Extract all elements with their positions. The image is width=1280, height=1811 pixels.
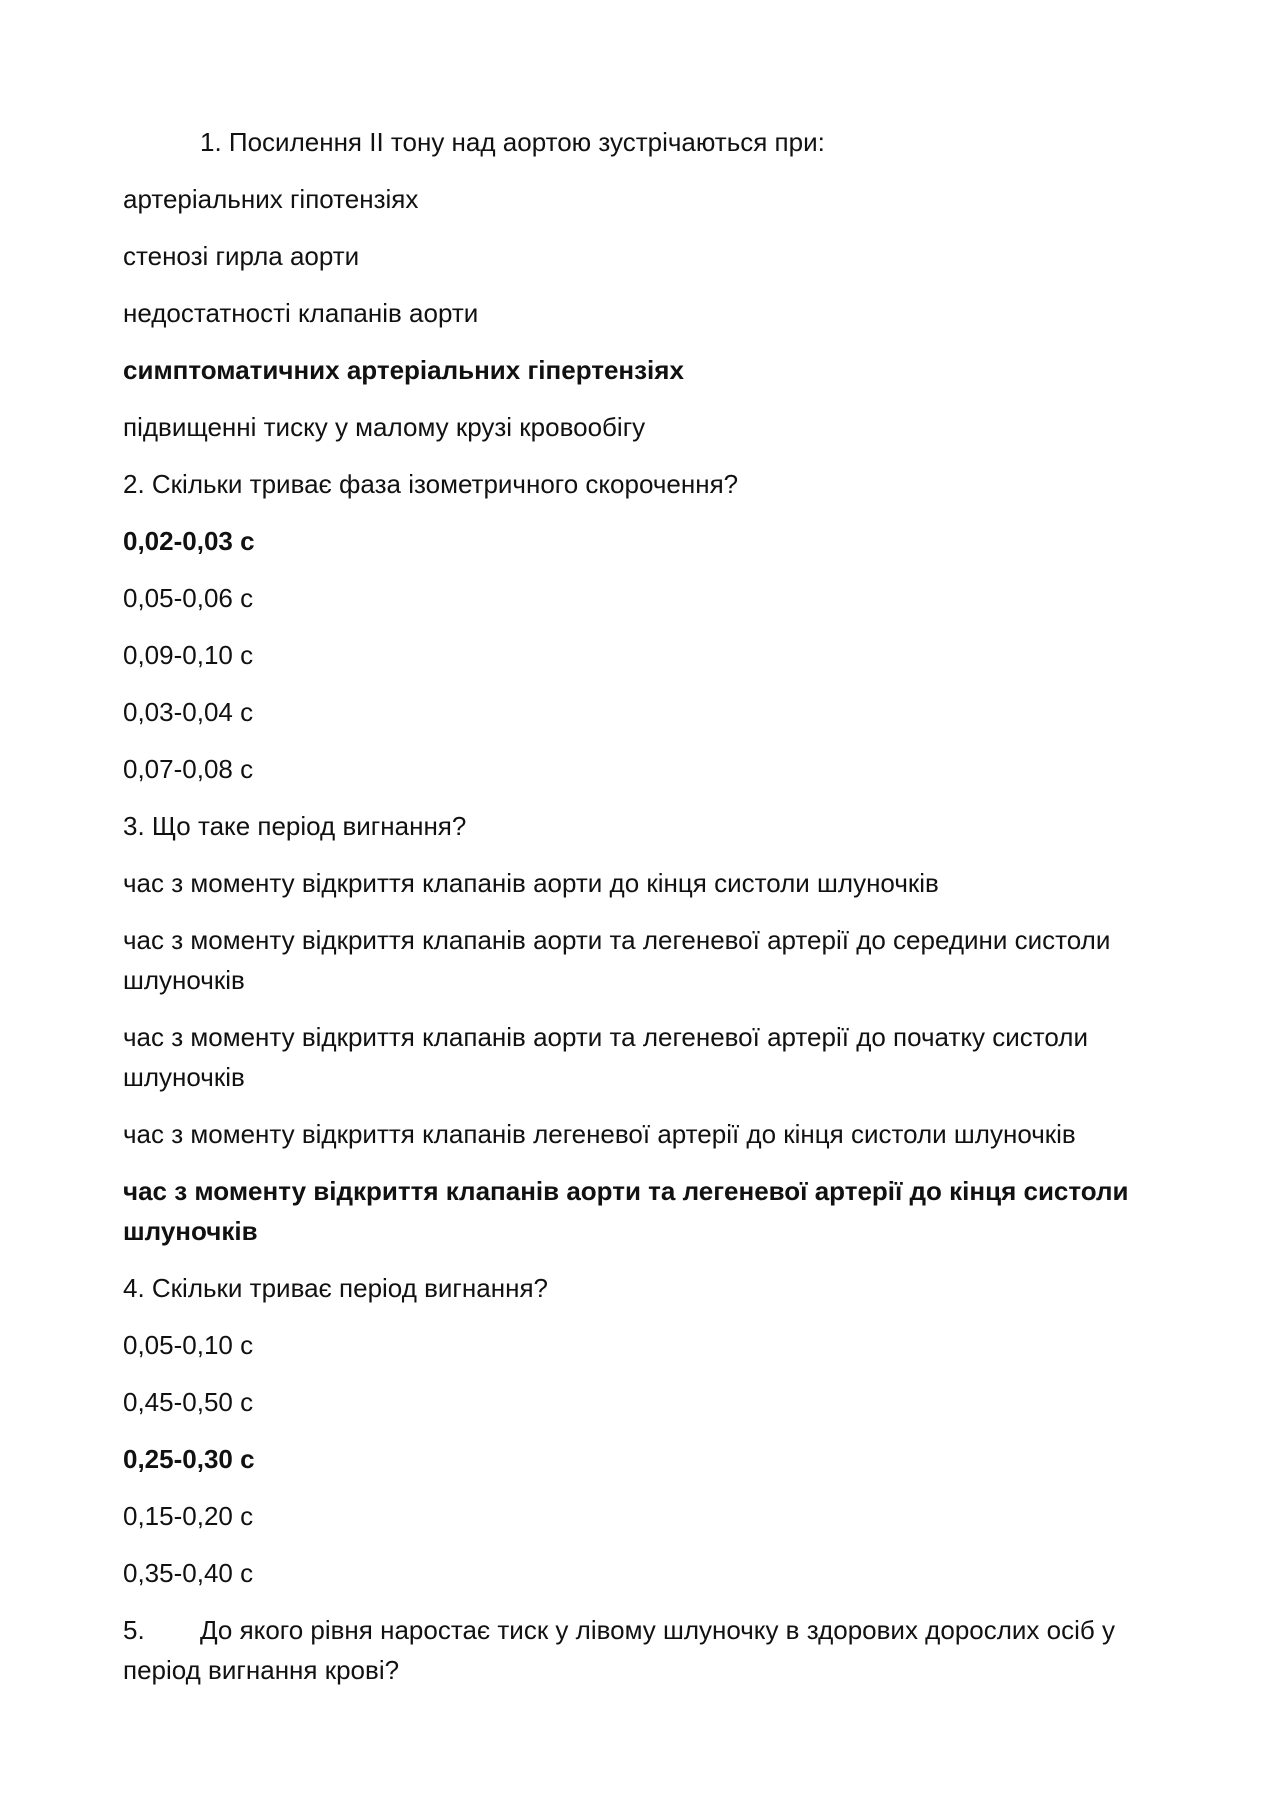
question-5 bbox=[123, 1610, 1163, 1690]
question-2-option-4: 0,03-0,04 с bbox=[123, 697, 254, 727]
question-4-text: 4. Скільки триває період вигнання? bbox=[123, 1273, 548, 1303]
question-1-option-5: підвищенні тиску у малому крузі кровообігу bbox=[123, 412, 646, 442]
question-3-option-2: час з моменту відкриття клапанів аорти та легеневої артерії до середини систоли шлуночків bbox=[123, 925, 1111, 995]
document-body bbox=[123, 122, 1163, 1707]
question-2-option-3: 0,09-0,10 с bbox=[123, 640, 254, 670]
question-3-option-3: час з моменту відкриття клапанів аорти та легеневої артерії до початку систоли шлуночків bbox=[123, 1022, 1088, 1092]
question-2-option-2: 0,05-0,06 с bbox=[123, 583, 254, 613]
question-4-option-4: 0,15-0,20 с bbox=[123, 1501, 254, 1531]
question-4-option-5: 0,35-0,40 с bbox=[123, 1558, 254, 1588]
question-2-option-1-correct: 0,02-0,03 с bbox=[123, 526, 255, 556]
question-3-option-4: час з моменту відкриття клапанів легеневої артерії до кінця систоли шлуночків bbox=[123, 1119, 1076, 1149]
question-1-option-2: стенозі гирла аорти bbox=[123, 241, 360, 271]
question-3-text: 3. Що таке період вигнання? bbox=[123, 811, 467, 841]
question-1-option-3: недостатності клапанів аорти bbox=[123, 298, 479, 328]
question-1-option-1: артеріальних гіпотензіях bbox=[123, 184, 419, 214]
question-1-text: 1. Посилення ІІ тону над аортою зустрічаються при: bbox=[200, 127, 825, 157]
question-4-option-1: 0,05-0,10 с bbox=[123, 1330, 254, 1360]
question-2-option-5: 0,07-0,08 с bbox=[123, 754, 254, 784]
question-3-option-1: час з моменту відкриття клапанів аорти до кінця систоли шлуночків bbox=[123, 868, 939, 898]
question-2-text: 2. Скільки триває фаза ізометричного скорочення? bbox=[123, 469, 739, 499]
question-4-option-2: 0,45-0,50 с bbox=[123, 1387, 254, 1417]
question-4-option-3-correct: 0,25-0,30 с bbox=[123, 1444, 255, 1474]
question-5-text: До якого рівня наростає тиск у лівому шлуночку в здорових дорослих осіб у період вигнання крові? bbox=[123, 1615, 1116, 1685]
question-5-number: 5. bbox=[123, 1615, 145, 1645]
question-3-option-5-correct: час з моменту відкриття клапанів аорти та легеневої артерії до кінця систоли шлуночків bbox=[123, 1176, 1129, 1246]
question-1-option-4-correct: симптоматичних артеріальних гіпертензіях bbox=[123, 355, 684, 385]
